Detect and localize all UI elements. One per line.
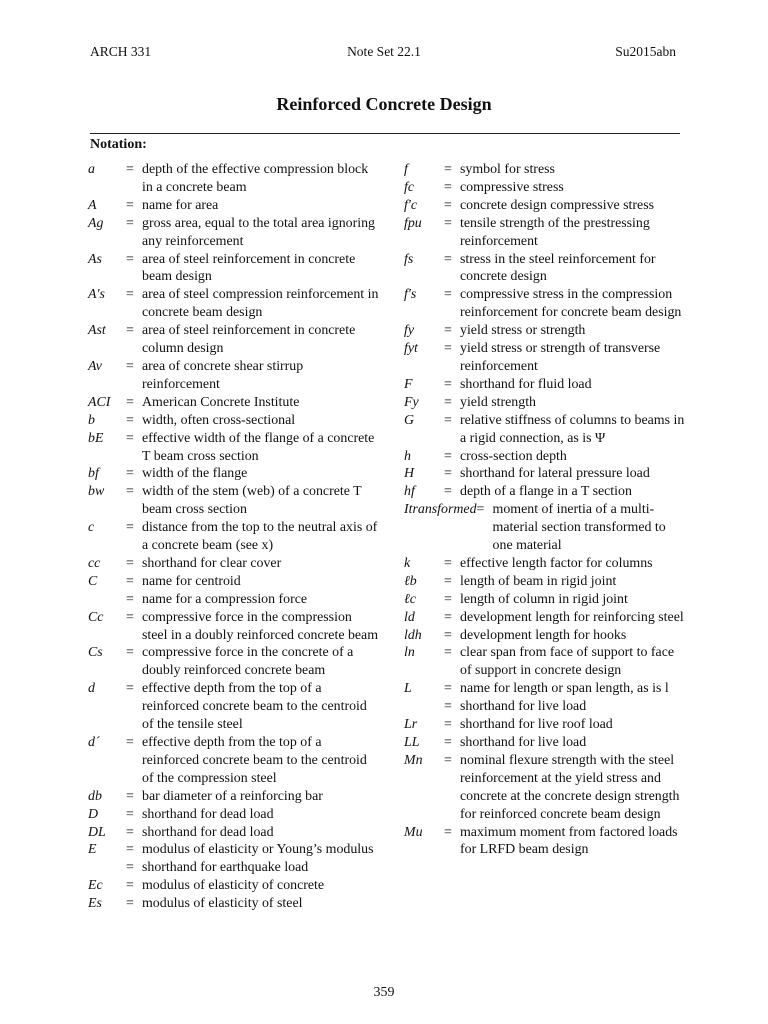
notation-symbol: E: [88, 842, 97, 858]
notation-definition: distance from the top to the neutral axis of a concrete beam (see x): [142, 520, 378, 554]
equals-sign: =: [444, 376, 452, 392]
equals-sign: =: [126, 860, 134, 876]
notation-symbol: hf: [404, 484, 415, 500]
notation-entry: [404, 376, 686, 394]
equals-sign: =: [444, 215, 452, 231]
notation-symbol: bf: [88, 466, 99, 482]
equals-sign: =: [444, 394, 452, 410]
equals-sign: =: [126, 520, 134, 536]
notation-symbol: Mu: [404, 824, 423, 840]
equals-sign: =: [444, 555, 452, 571]
notation-entry: [404, 680, 686, 698]
notation-definition: gross area, equal to the total area ignoring any reinforcement: [142, 215, 375, 249]
notation-symbol: C: [88, 573, 98, 589]
equals-sign: =: [126, 896, 134, 912]
notation-symbol: fpu: [404, 215, 422, 231]
notation-entry: [404, 465, 686, 483]
header-term: Su2015abn: [615, 44, 676, 59]
equals-sign: =: [126, 430, 134, 446]
notation-entry: [88, 394, 380, 412]
notation-symbol: LL: [404, 735, 420, 750]
notation-entry: [404, 644, 686, 680]
notation-entry: [404, 394, 686, 412]
notation-symbol: Es: [88, 896, 102, 912]
notation-symbol: d´: [88, 735, 100, 750]
notation-definition: effective depth from the top of a reinforced concrete beam to the centroid of the tensile steel: [142, 681, 367, 733]
notation-entry: [404, 609, 686, 627]
equals-sign: =: [476, 502, 485, 518]
notation-symbol: F: [404, 376, 413, 392]
notation-entry: [88, 680, 380, 734]
notation-definition: bar diameter of a reinforcing bar: [142, 788, 323, 804]
notation-definition: name for a compression force: [142, 591, 308, 607]
notation-definition: relative stiffness of columns to beams in a rigid connection, as is Ψ: [460, 412, 685, 446]
notation-definition: name for centroid: [142, 573, 241, 589]
notation-definition: area of steel reinforcement in concrete column design: [142, 323, 356, 357]
notation-definition: effective length factor for columns: [460, 555, 653, 571]
notation-definition: width of the stem (web) of a concrete T beam cross section: [142, 484, 362, 518]
equals-sign: =: [444, 466, 452, 482]
equals-sign: =: [126, 484, 134, 500]
equals-sign: =: [126, 215, 134, 231]
notation-entry: [404, 412, 686, 448]
equals-sign: =: [444, 323, 452, 339]
equals-sign: =: [444, 197, 452, 213]
notation-definition: modulus of elasticity of concrete: [142, 878, 325, 894]
notation-entry: [404, 716, 686, 734]
notation-entry: [404, 698, 686, 716]
notation-symbol: Cc: [88, 609, 104, 625]
notation-definition: maximum moment from factored loads for LRFD beam design: [460, 824, 678, 858]
notation-definition: development length for reinforcing steel: [460, 609, 684, 625]
notation-definition: effective width of the flange of a concrete T beam cross section: [142, 430, 375, 464]
notation-symbol: [88, 591, 126, 609]
equals-sign: =: [444, 287, 452, 303]
equals-sign: =: [126, 358, 134, 374]
notation-symbol: f: [404, 162, 408, 177]
notation-definition: compressive stress in the compression reinforcement for concrete beam design: [460, 287, 682, 321]
notation-symbol: fs: [404, 251, 414, 267]
notation-entry: [404, 627, 686, 645]
equals-sign: =: [126, 412, 134, 428]
notation-entry: [404, 752, 686, 824]
notation-entry: [88, 591, 380, 609]
notation-entry: [88, 895, 380, 913]
equals-sign: =: [126, 681, 134, 697]
notation-entry: [88, 358, 380, 394]
notation-symbol: b: [88, 412, 95, 428]
equals-sign: =: [126, 735, 134, 750]
notation-entry: [404, 215, 686, 251]
notation-symbol: A: [88, 197, 97, 213]
notation-entry: [404, 251, 686, 287]
notation-symbol: Av: [88, 358, 102, 374]
notation-symbol: [404, 698, 444, 716]
notation-definition: shorthand for live load: [460, 735, 587, 750]
equals-sign: =: [444, 591, 452, 607]
notation-entry: [404, 161, 686, 179]
notation-symbol: db: [88, 788, 102, 804]
notation-definition: shorthand for lateral pressure load: [460, 466, 650, 482]
notation-symbol: h: [404, 448, 411, 464]
notation-definition: shorthand for live roof load: [460, 717, 613, 733]
notation-symbol: fc: [404, 179, 415, 195]
notation-symbol: k: [404, 555, 411, 571]
notation-entry: [404, 555, 686, 573]
notation-symbol: Cs: [88, 645, 103, 661]
equals-sign: =: [444, 735, 452, 750]
notation-entry: [88, 644, 380, 680]
equals-sign: =: [444, 162, 452, 177]
notation-definition: depth of the effective compression block in a concrete beam: [142, 162, 369, 195]
notation-symbol: As: [88, 251, 102, 267]
notation-heading: Notation:: [90, 137, 147, 152]
notation-definition: area of steel reinforcement in concrete beam design: [142, 251, 356, 285]
notation-symbol: Mn: [404, 752, 423, 768]
equals-sign: =: [444, 573, 452, 589]
equals-sign: =: [444, 412, 452, 428]
notation-entry: [404, 501, 686, 555]
equals-sign: =: [126, 573, 134, 589]
notation-entry: [88, 877, 380, 895]
notation-entry: [404, 573, 686, 591]
notation-definition: compressive force in the compression steel in a doubly reinforced concrete beam: [142, 609, 379, 643]
notation-definition: depth of a flange in a T section: [460, 484, 632, 500]
notation-symbol: f′c: [404, 197, 418, 213]
notation-entry: [88, 465, 380, 483]
notation-entry: [404, 483, 686, 501]
equals-sign: =: [126, 788, 134, 804]
notation-definition: shorthand for clear cover: [142, 555, 282, 571]
notation-definition: name for area: [142, 197, 219, 213]
equals-sign: =: [444, 699, 452, 715]
equals-sign: =: [444, 448, 452, 464]
notation-symbol: fyt: [404, 341, 418, 357]
notation-entry: [88, 555, 380, 573]
notation-entry: [88, 519, 380, 555]
equals-sign: =: [444, 752, 452, 768]
notation-entry: [404, 448, 686, 466]
equals-sign: =: [126, 323, 134, 339]
notation-symbol: H: [404, 466, 415, 482]
notation-entry: [404, 340, 686, 376]
notation-symbol: ldh: [404, 627, 422, 643]
notation-entry: [88, 430, 380, 466]
notation-entry: [404, 197, 686, 215]
notation-definition: shorthand for fluid load: [460, 376, 592, 392]
equals-sign: =: [444, 341, 452, 357]
notation-symbol: Ec: [88, 878, 103, 894]
equals-sign: =: [126, 878, 134, 894]
notation-symbol: c: [88, 520, 95, 536]
notation-symbol: d: [88, 681, 95, 697]
notation-symbol: bE: [88, 430, 104, 446]
notation-symbol: Fy: [404, 394, 419, 410]
notation-definition: yield strength: [460, 394, 536, 410]
notation-definition: area of concrete shear stirrup reinforcement: [142, 358, 304, 392]
equals-sign: =: [444, 484, 452, 500]
notation-symbol: A′s: [88, 287, 105, 303]
notation-symbol: Lr: [404, 717, 418, 733]
notation-definition: shorthand for dead load: [142, 806, 274, 822]
notation-entry: [88, 322, 380, 358]
notation-symbol: fy: [404, 323, 415, 339]
notation-symbol: ℓc: [404, 591, 416, 607]
notation-entry: [88, 161, 380, 197]
notation-symbol: DL: [88, 824, 106, 840]
equals-sign: =: [126, 591, 134, 607]
notation-entry: [88, 734, 380, 788]
notation-entry: [88, 788, 380, 806]
notation-entry: [88, 197, 380, 215]
notation-symbol: ld: [404, 609, 415, 625]
notation-symbol: ln: [404, 645, 415, 661]
equals-sign: =: [444, 627, 452, 643]
equals-sign: =: [444, 179, 452, 195]
notation-symbol: a: [88, 162, 95, 177]
notation-entry: [88, 573, 380, 591]
notation-definition: length of beam in rigid joint: [460, 573, 617, 589]
notation-definition: stress in the steel reinforcement for concrete design: [460, 251, 656, 285]
notation-definition: compressive force in the concrete of a doubly reinforced concrete beam: [142, 645, 354, 679]
equals-sign: =: [444, 717, 452, 733]
notation-definition: concrete design compressive stress: [460, 197, 655, 213]
notation-entry: [404, 322, 686, 340]
notation-definition: length of column in rigid joint: [460, 591, 628, 607]
notation-entry: [88, 412, 380, 430]
notation-definition: shorthand for earthquake load: [142, 860, 309, 876]
equals-sign: =: [126, 842, 134, 858]
notation-entry: [88, 859, 380, 877]
notation-definition: symbol for stress: [460, 162, 555, 177]
equals-sign: =: [444, 609, 452, 625]
notation-definition: yield stress or strength: [460, 323, 586, 339]
notation-entry: [88, 483, 380, 519]
notation-definition: clear span from face of support to face of support in concrete design: [460, 645, 675, 679]
notation-entry: [88, 609, 380, 645]
equals-sign: =: [126, 251, 134, 267]
notation-symbol: Ast: [88, 323, 106, 339]
notation-definition: name for length or span length, as is l: [460, 681, 669, 697]
notation-symbol: G: [404, 412, 415, 428]
equals-sign: =: [444, 824, 452, 840]
equals-sign: =: [126, 609, 134, 625]
notation-symbol: [88, 859, 126, 877]
notation-entry: [88, 824, 380, 842]
notation-definition: modulus of elasticity of steel: [142, 896, 303, 912]
notation-entry: [88, 251, 380, 287]
notation-definition: area of steel compression reinforcement in concrete beam design: [142, 287, 379, 321]
notation-symbol: cc: [88, 555, 101, 571]
notation-definition: width of the flange: [142, 466, 248, 482]
notation-entry: [404, 179, 686, 197]
notation-symbol: ℓb: [404, 573, 417, 589]
notation-entry: [88, 286, 380, 322]
header-course: ARCH 331: [90, 44, 152, 59]
notation-entry: [404, 824, 686, 860]
equals-sign: =: [126, 555, 134, 571]
notation-symbol: D: [88, 806, 99, 822]
notation-definition: yield stress or strength of transverse reinforcement: [460, 341, 661, 374]
notation-definition: effective depth from the top of a reinforced concrete beam to the centroid of the compression steel: [142, 735, 367, 786]
notation-symbol: bw: [88, 484, 105, 500]
equals-sign: =: [126, 466, 134, 482]
notation-entry: [404, 286, 686, 322]
notation-symbol: ACI: [88, 394, 111, 410]
notation-symbol: Itransformed: [404, 502, 477, 518]
equals-sign: =: [126, 824, 134, 840]
equals-sign: =: [126, 197, 134, 213]
equals-sign: =: [444, 251, 452, 267]
notation-definition: nominal flexure strength with the steel reinforcement at the yield stress and concrete at the concrete design strength for reinforced concrete beam design: [460, 752, 680, 822]
notation-definition: shorthand for live load: [460, 699, 587, 715]
equals-sign: =: [444, 681, 452, 697]
notation-definition: width, often cross-sectional: [142, 412, 296, 428]
notation-entry: [88, 215, 380, 251]
notation-symbol: Ag: [88, 215, 104, 231]
notation-entry: [404, 734, 686, 752]
notation-definition: compressive stress: [460, 179, 564, 195]
notation-definition: moment of inertia of a multi-material section transformed to one material: [492, 502, 666, 554]
equals-sign: =: [126, 287, 134, 303]
equals-sign: =: [126, 806, 134, 822]
notation-definition: modulus of elasticity or Young’s modulus: [142, 842, 374, 858]
equals-sign: =: [126, 645, 134, 661]
notation-entry: [88, 841, 380, 859]
page-title: Reinforced Concrete Design: [276, 94, 492, 114]
notation-column-left: [88, 161, 380, 913]
notation-entry: [88, 806, 380, 824]
header-note-set: Note Set 22.1: [347, 44, 421, 59]
page-number: 359: [373, 985, 395, 1000]
notation-definition: shorthand for dead load: [142, 824, 274, 840]
title-divider: [90, 133, 680, 134]
notation-definition: development length for hooks: [460, 627, 627, 643]
notation-column-right: [404, 161, 686, 859]
notation-symbol: f′s: [404, 287, 417, 303]
notation-definition: tensile strength of the prestressing reinforcement: [460, 215, 650, 249]
notation-symbol: L: [404, 681, 412, 697]
equals-sign: =: [444, 645, 452, 661]
notation-entry: [404, 591, 686, 609]
equals-sign: =: [126, 394, 134, 410]
notation-definition: American Concrete Institute: [142, 394, 300, 410]
equals-sign: =: [126, 162, 134, 177]
notation-definition: cross-section depth: [460, 448, 567, 464]
